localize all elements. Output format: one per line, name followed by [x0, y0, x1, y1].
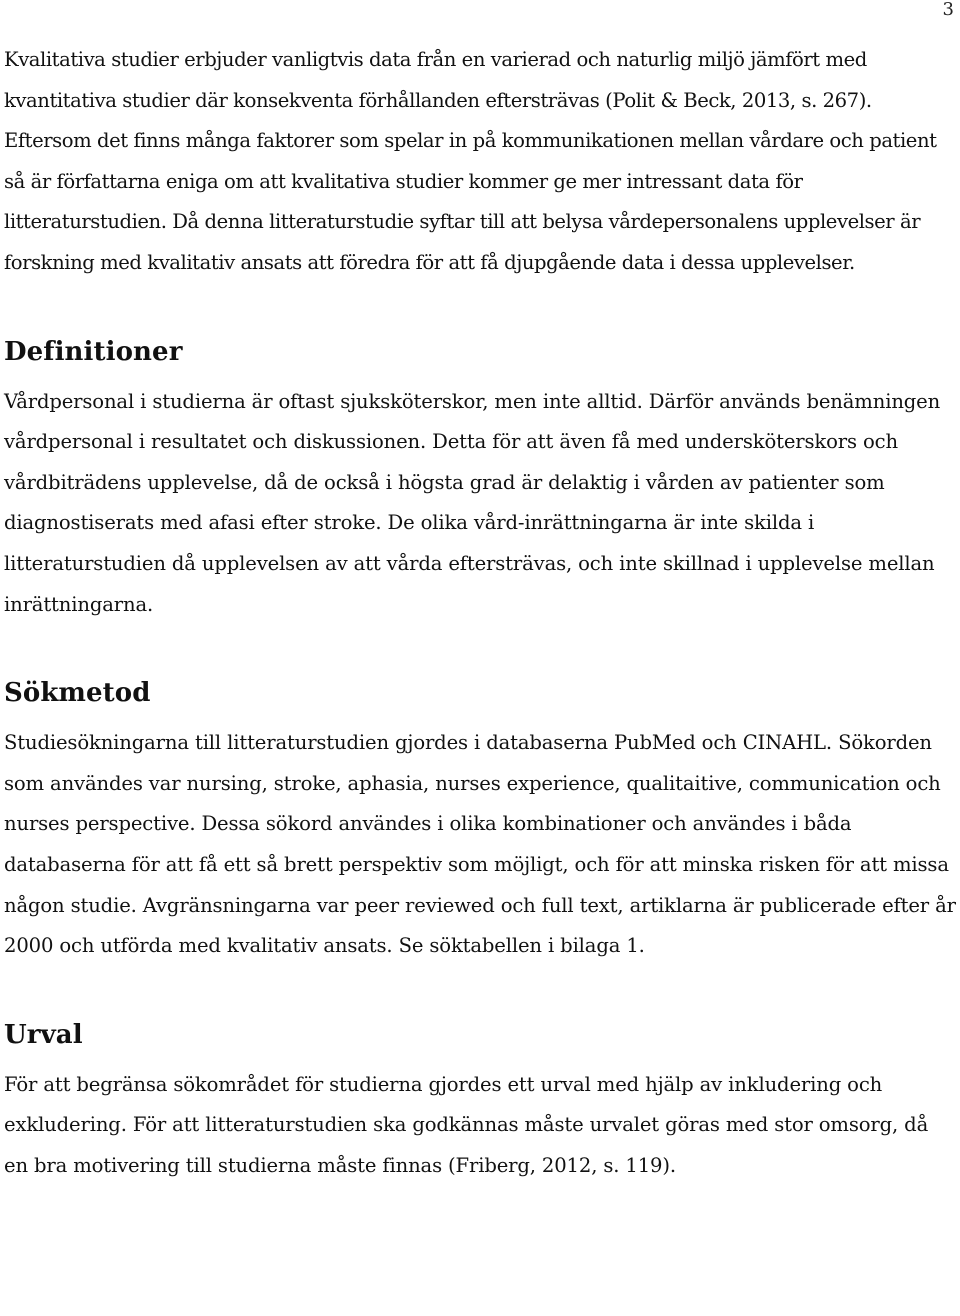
document-body — [4, 40, 956, 1186]
section-spacer — [4, 625, 956, 673]
heading-spacer — [4, 1055, 956, 1065]
heading-sokmetod: Sökmetod — [4, 678, 151, 709]
heading-spacer — [4, 713, 956, 723]
page-number: 3 — [942, 0, 954, 20]
urval-paragraph: För att begränsa sökområdet för studierna gjordes ett urval med hjälp av inkludering och exkludering. För att litteraturstudien ska godkännas måste urvalet göras med stor omsorg, då en bra motivering till studierna måste finnas (Friberg, 2012, s. 119). — [4, 1072, 929, 1177]
section-spacer — [4, 967, 956, 1015]
intro-paragraph: Kvalitativa studier erbjuder vanligtvis data från en varierad och naturlig miljö jämfört med kvantitativa studier där konsekventa förhållanden eftersträvas (Polit & Beck, 2013, s. 267). Eftersom det finns många faktorer som spelar in på kommunikationen mellan vårdare och patient så är författarna eniga om att kvalitativa studier kommer ge mer intressant data för litteraturstudien. Då denna litteraturstudie syftar till att belysa vårdepersonalens upplevelser är forskning med kvalitativ ansats att föredra för att få djupgående data i dessa upplevelser. — [4, 48, 937, 274]
heading-urval: Urval — [4, 1019, 83, 1050]
definitioner-paragraph: Vårdpersonal i studierna är oftast sjuksköterskor, men inte alltid. Därför används benämningen vårdpersonal i resultatet och diskussionen. Detta för att även få med undersköterskors och vårdbiträdens upplevelse, då de också i högsta grad är delaktig i vården av patienter som diagnostiserats med afasi efter stroke. De olika vård-inrättningarna är inte skilda i litteraturstudien då upplevelsen av att vårda eftersträvas, och inte skillnad i upplevelse mellan inrättningarna. — [4, 389, 941, 616]
heading-spacer — [4, 372, 956, 382]
heading-definitioner: Definitioner — [4, 336, 183, 367]
sokmetod-paragraph: Studiesökningarna till litteraturstudien gjordes i databaserna PubMed och CINAHL. Sökorden som användes var nursing, stroke, aphasia, nurses experience, qualitaitive, communication och nurses perspective. Dessa sökord användes i olika kombinationer och användes i båda databaserna för att få ett så brett perspektiv som möjligt, och för att minska risken för att missa någon studie. Avgränsningarna var peer reviewed och full text, artiklarna är publicerade efter år 2000 och utförda med kvalitativ ansats. Se söktabellen i bilaga 1. — [4, 731, 956, 958]
section-spacer — [4, 284, 956, 332]
